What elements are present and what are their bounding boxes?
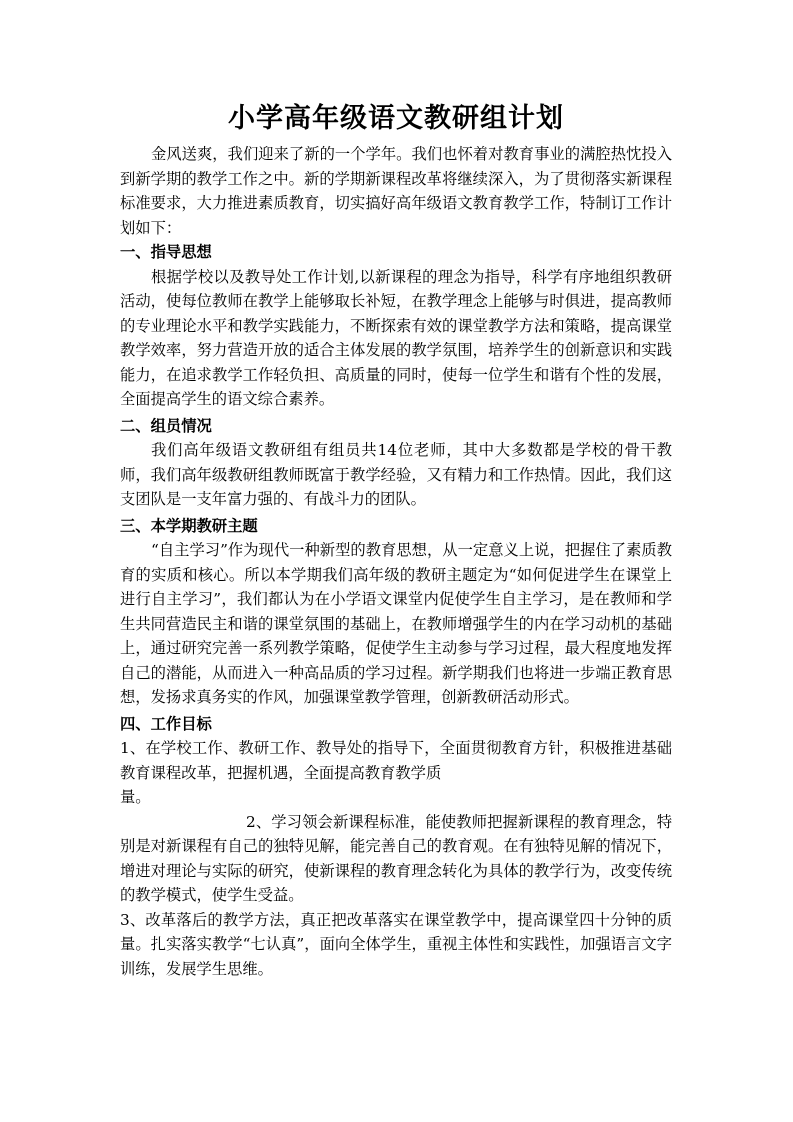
section-body-guiding-ideology: 根据学校以及教导处工作计划,以新课程的理念为指导，科学有序地组织教研活动，使每位教师在教学上能够取长补短，在教学理念上能够与时俱进，提高教师的专业理论水平和教学实践能力，不断探索有效的课堂教学方法和策略，提高课堂教学效率，努力营造开放的适合主体发展的教学氛围，培养学生的创新意识和实践能力，在追求教学工作轻负担、高质量的同时，使每一位学生和谐有个性的发展，全面提高学生的语文综合素养。 <box>120 267 672 408</box>
goal-item-1: 1、在学校工作、教研工作、教导处的指导下，全面贯彻教育方针，积极推进基础教育课程改革，把握机遇，全面提高教育教学质 <box>120 739 672 782</box>
document-page <box>120 96 672 981</box>
intro-paragraph: 金风送爽，我们迎来了新的一个学年。我们也怀着对教育事业的满腔热忱投入到新学期的教学工作之中。新的学期新课程改革将继续深入，为了贯彻落实新课程标准要求，大力推进素质教育，切实搞好高年级语文教育教学工作，特制订工作计划如下： <box>120 145 672 237</box>
section-heading-research-theme: 三、本学期教研主题 <box>120 516 258 535</box>
section-heading-members: 二、组员情况 <box>120 416 212 435</box>
goal-item-2: 2、学习领会新课程标准，能使教师把握新课程的教育理念，特别是对新课程有自己的独特见解，能完善自己的教育观。在有独特见解的情况下，增进对理论与实际的研究，使新课程的教育理念转化为具体的教学行为，改变传统的教学模式，使学生受益。 <box>120 812 672 904</box>
section-heading-guiding-ideology: 一、指导思想 <box>120 243 212 261</box>
section-body-research-theme: “自主学习”作为现代一种新型的教育思想，从一定意义上说，把握住了素质教育的实质和核心。所以本学期我们高年级的教研主题定为“如何促进学生在课堂上进行自主学习”，我们都认为在小学语文课堂内促使学生自主学习，是在教师和学生共同营造民主和谐的课堂氛围的基础上，在教师增强学生的内在学习动机的基础上，通过研究完善一系列教学策略，促使学生主动参与学习过程，最大程度地发挥自己的潜能，从而进入一种高品质的学习过程。新学期我们也将进一步端正教育思想，发扬求真务实的作风，加强课堂教学管理，创新教研活动形式。 <box>120 541 672 706</box>
document-title: 小学高年级语文教研组计划 <box>228 103 564 134</box>
goal-item-3: 3、改革落后的教学方法，真正把改革落实在课堂教学中，提高课堂四十分钟的质量。扎实落实教学“七认真”，面向全体学生，重视主体性和实践性，加强语言文字训练，发展学生思维。 <box>120 910 672 978</box>
goal-item-1-continuation: 量。 <box>120 788 151 806</box>
section-heading-work-goals: 四、工作目标 <box>120 714 212 733</box>
section-body-members: 我们高年级语文教研组有组员共14位老师，其中大多数都是学校的骨干教师，我们高年级教研组教师既富于教学经验，又有精力和工作热情。因此，我们这支团队是一支年富力强的、有战斗力的团队。 <box>120 441 672 508</box>
